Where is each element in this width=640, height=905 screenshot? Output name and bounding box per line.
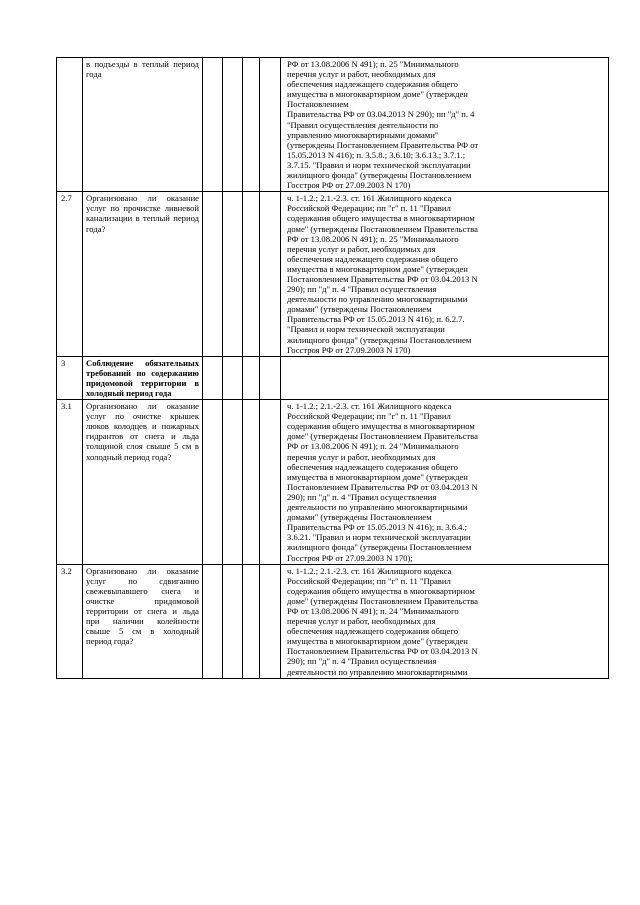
reference-line: 3.6.21. "Правил и норм технической эксплуатации bbox=[287, 532, 471, 543]
reference-line: Российской Федерации; пп "г" п. 11 "Правил bbox=[287, 575, 451, 586]
reference-line: домами" (утверждены Постановлением bbox=[287, 512, 432, 523]
reference-line: доме" (утверждены Постановлением Правительства bbox=[287, 431, 478, 442]
reference-line: Постановлением Правительства РФ от 03.04.2013 N bbox=[287, 646, 478, 657]
answer-cell bbox=[203, 192, 223, 357]
answer-cell bbox=[223, 564, 243, 678]
legal-reference-cell bbox=[281, 58, 609, 192]
reference-line: перечня услуг и работ, необходимых для bbox=[287, 69, 436, 80]
table-row bbox=[57, 356, 609, 399]
reference-line: имущества в многоквартирном доме" (утвержден bbox=[287, 471, 468, 482]
reference-line: домами" (утверждены Постановлением bbox=[287, 304, 432, 315]
answer-cell bbox=[243, 58, 260, 192]
reference-line: Постановлением bbox=[287, 99, 349, 110]
answer-cell bbox=[260, 356, 281, 399]
reference-line: (утверждены Постановлением Правительства РФ от bbox=[287, 139, 479, 150]
answer-cell bbox=[260, 192, 281, 357]
legal-reference-cell bbox=[281, 192, 609, 357]
reference-line: 3.7.15. "Правил и норм технической эксплуатации bbox=[287, 159, 471, 170]
reference-line: жилищного фонда" (утверждены Постановлением bbox=[287, 542, 472, 553]
item-number bbox=[57, 58, 83, 192]
answer-cell bbox=[260, 400, 281, 565]
reference-line: 290); пп "д" п. 4 "Правил осуществления bbox=[287, 656, 437, 667]
answer-cell bbox=[260, 58, 281, 192]
reference-line: обеспечения надлежащего содержания общего bbox=[287, 79, 458, 90]
question-cell: Организовано ли оказание услуг по сдвиганию свежевыпавшего снега и очистке придомовой территории от снега и льда при наличии колейности свыше 5 см в холодный период года? bbox=[83, 564, 203, 678]
item-number: 3.1 bbox=[57, 400, 83, 565]
answer-cell bbox=[203, 400, 223, 565]
reference-line: содержания общего имущества в многоквартирном bbox=[287, 585, 475, 596]
reference-line: доме" (утверждены Постановлением Правительства bbox=[287, 595, 478, 606]
table-row bbox=[57, 192, 609, 357]
reference-line: Правительства РФ от 03.04.2013 N 290); пп "д" п. 4 bbox=[287, 109, 475, 120]
reference-line: ч. 1-1.2.; 2.1.-2.3. ст. 161 Жилищного кодекса bbox=[287, 565, 452, 576]
reference-line: перечня услуг и работ, необходимых для bbox=[287, 451, 436, 462]
question-cell: в подъезды в теплый период года bbox=[83, 58, 203, 192]
reference-line: имущества в многоквартирном доме" (утвержден bbox=[287, 263, 468, 274]
answer-cell bbox=[223, 356, 243, 399]
answer-cell bbox=[223, 192, 243, 357]
table-row bbox=[57, 564, 609, 678]
answer-cell bbox=[223, 400, 243, 565]
reference-line: доме" (утверждены Постановлением Правительства bbox=[287, 223, 478, 234]
reference-line: перечня услуг и работ, необходимых для bbox=[287, 616, 436, 627]
reference-line: содержания общего имущества в многоквартирном bbox=[287, 213, 475, 224]
reference-line: РФ от 13.08.2006 N 491); п. 25 "Минимального bbox=[287, 233, 459, 244]
reference-line: управлению многоквартирными домами" bbox=[287, 129, 439, 140]
legal-reference-cell bbox=[281, 400, 609, 565]
answer-cell bbox=[243, 192, 260, 357]
table-row bbox=[57, 400, 609, 565]
legal-reference-cell bbox=[281, 564, 609, 678]
reference-line: обеспечения надлежащего содержания общего bbox=[287, 461, 458, 472]
reference-line: ч. 1-1.2.; 2.1.-2.3. ст. 161 Жилищного кодекса bbox=[287, 401, 452, 412]
reference-line: имущества в многоквартирном доме" (утвержден bbox=[287, 636, 468, 647]
question-cell: Организовано ли оказание услуг по прочистке ливневой канализации в теплый период года? bbox=[83, 192, 203, 357]
document-page bbox=[56, 57, 609, 679]
answer-cell bbox=[223, 58, 243, 192]
reference-line: Правительства РФ от 15.05.2013 N 416); п. 3.6.4.; bbox=[287, 522, 467, 533]
item-number: 3 bbox=[57, 356, 83, 399]
reference-line: перечня услуг и работ, необходимых для bbox=[287, 243, 436, 254]
reference-line: обеспечения надлежащего содержания общего bbox=[287, 626, 458, 637]
answer-cell bbox=[203, 356, 223, 399]
reference-line: Госстроя РФ от 27.09.2003 N 170) bbox=[287, 344, 411, 355]
answer-cell bbox=[203, 58, 223, 192]
checklist-body bbox=[57, 58, 609, 679]
answer-cell bbox=[243, 564, 260, 678]
answer-cell bbox=[243, 400, 260, 565]
reference-line: РФ от 13.08.2006 N 491); п. 25 "Минимального bbox=[287, 59, 459, 69]
reference-line: "Правил и норм технической эксплуатации bbox=[287, 324, 445, 335]
reference-line: имущества в многоквартирном доме" (утвержден bbox=[287, 89, 468, 100]
reference-line: Российской Федерации; пп "г" п. 11 "Правил bbox=[287, 203, 451, 214]
reference-line: Российской Федерации; пп "г" п. 11 "Правил bbox=[287, 411, 451, 422]
reference-line: Постановлением Правительства РФ от 03.04.2013 N bbox=[287, 481, 478, 492]
reference-line: Госстроя РФ от 27.09.2003 N 170); bbox=[287, 552, 413, 563]
answer-cell bbox=[203, 564, 223, 678]
checklist-table bbox=[56, 57, 609, 679]
reference-line: Постановлением Правительства РФ от 03.04.2013 N bbox=[287, 273, 478, 284]
question-cell: Соблюдение обязательных требований по содержанию придомовой территории в холодный период года bbox=[83, 356, 203, 399]
reference-line: обеспечения надлежащего содержания общего bbox=[287, 253, 458, 264]
legal-reference-cell bbox=[281, 356, 609, 399]
reference-line: жилищного фонда" (утверждены Постановлением bbox=[287, 334, 472, 345]
reference-line: 290); пп "д" п. 4 "Правил осуществления bbox=[287, 284, 437, 295]
reference-line: жилищного фонда" (утверждены Постановлением bbox=[287, 170, 472, 181]
reference-line: Правительства РФ от 15.05.2013 N 416); п. 6.2.7. bbox=[287, 314, 465, 325]
item-number: 3.2 bbox=[57, 564, 83, 678]
answer-cell bbox=[243, 356, 260, 399]
reference-line: деятельности по управлению многоквартирными bbox=[287, 666, 468, 677]
reference-line: деятельности по управлению многоквартирными bbox=[287, 502, 468, 513]
reference-line: ч. 1-1.2.; 2.1.-2.3. ст. 161 Жилищного кодекса bbox=[287, 193, 452, 204]
item-number: 2.7 bbox=[57, 192, 83, 357]
reference-line: 15.05.2013 N 416); п. 3.5.8.; 3.6.10; 3.6.13.; 3.7.1.; bbox=[287, 149, 466, 160]
reference-line: РФ от 13.08.2006 N 491); п. 24 "Минимального bbox=[287, 605, 459, 616]
reference-line: "Правил осуществления деятельности по bbox=[287, 119, 439, 130]
reference-line: РФ от 13.08.2006 N 491); п. 24 "Минимального bbox=[287, 441, 459, 452]
answer-cell bbox=[260, 564, 281, 678]
question-cell: Организовано ли оказание услуг по очистке крышек люков колодцев и пожарных гидрантов от снега и льда толщиной слоя свыше 5 см в холодный период года? bbox=[83, 400, 203, 565]
table-row bbox=[57, 58, 609, 192]
reference-line: содержания общего имущества в многоквартирном bbox=[287, 421, 475, 432]
reference-line: 290); пп "д" п. 4 "Правил осуществления bbox=[287, 491, 437, 502]
reference-line: деятельности по управлению многоквартирными bbox=[287, 294, 468, 305]
reference-line: Госстроя РФ от 27.09.2003 N 170) bbox=[287, 180, 411, 191]
